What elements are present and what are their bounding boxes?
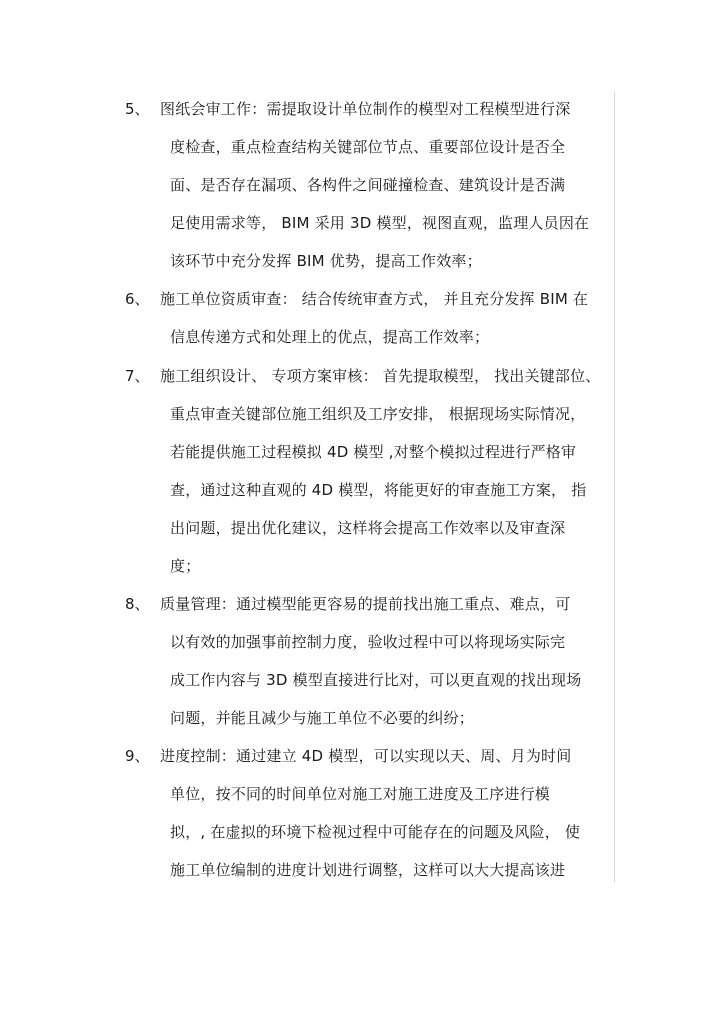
item-text-line: 图纸会审工作：需提取设计单位制作的模型对工程模型进行深 [160, 100, 571, 118]
item-text-line: 出问题，提出优化建议，这样将会提高工作效率以及审查深 [170, 519, 566, 537]
item-text-line: 拟，, 在虚拟的环境下检视过程中可能存在的问题及风险， 使 [170, 823, 581, 841]
item-text-line: 问题，并能且减少与施工单位不必要的纠纷； [170, 709, 475, 727]
item-text-line: 施工单位资质审查： 结合传统审查方式， 并且充分发挥 BIM 在 [160, 290, 589, 308]
item-text-line: 信息传递方式和处理上的优点，提高工作效率； [170, 328, 490, 346]
item-text-line: 重点审查关键部位施工组织及工序安排， 根据现场实际情况， [170, 405, 586, 423]
item-text-line: 以有效的加强事前控制力度，验收过程中可以将现场实际完 [170, 633, 566, 651]
item-text-line: 施工单位编制的进度计划进行调整，这样可以大大提高该进 [170, 861, 566, 879]
item-text-line: 面、是否存在漏项、各构件之间碰撞检查、建筑设计是否满 [170, 176, 566, 194]
item-text-line: 施工组织设计、 专项方案审核： 首先提取模型， 找出关键部位、 [160, 367, 601, 385]
item-text-line: 度； [170, 557, 201, 575]
item-number: 7、 [125, 367, 150, 385]
item-number: 9、 [125, 747, 150, 765]
item-text-line: 进度控制：通过建立 4D 模型，可以实现以天、周、月为时间 [160, 747, 572, 765]
item-text-line: 该环节中充分发挥 BIM 优势，提高工作效率； [170, 252, 482, 270]
item-text-line: 质量管理：通过模型能更容易的提前找出施工重点、难点，可 [160, 595, 571, 613]
item-number: 8、 [125, 595, 150, 613]
page-edge-line [614, 92, 615, 882]
item-text-line: 足使用需求等， BIM 采用 3D 模型，视图直观，监理人员因在 [170, 214, 590, 232]
item-text-line: 成工作内容与 3D 模型直接进行比对，可以更直观的找出现场 [170, 671, 582, 689]
item-text-line: 查，通过这种直观的 4D 模型，将能更好的审查施工方案， 指 [170, 481, 587, 499]
item-text-line: 单位，按不同的时间单位对施工对施工进度及工序进行模 [170, 785, 551, 803]
item-text-line: 若能提供施工过程模拟 4D 模型 ,对整个模拟过程进行严格审 [170, 443, 577, 461]
item-text-line: 度检查，重点检查结构关键部位节点、重要部位设计是否全 [170, 138, 566, 156]
item-number: 5、 [125, 100, 150, 118]
item-number: 6、 [125, 290, 150, 308]
